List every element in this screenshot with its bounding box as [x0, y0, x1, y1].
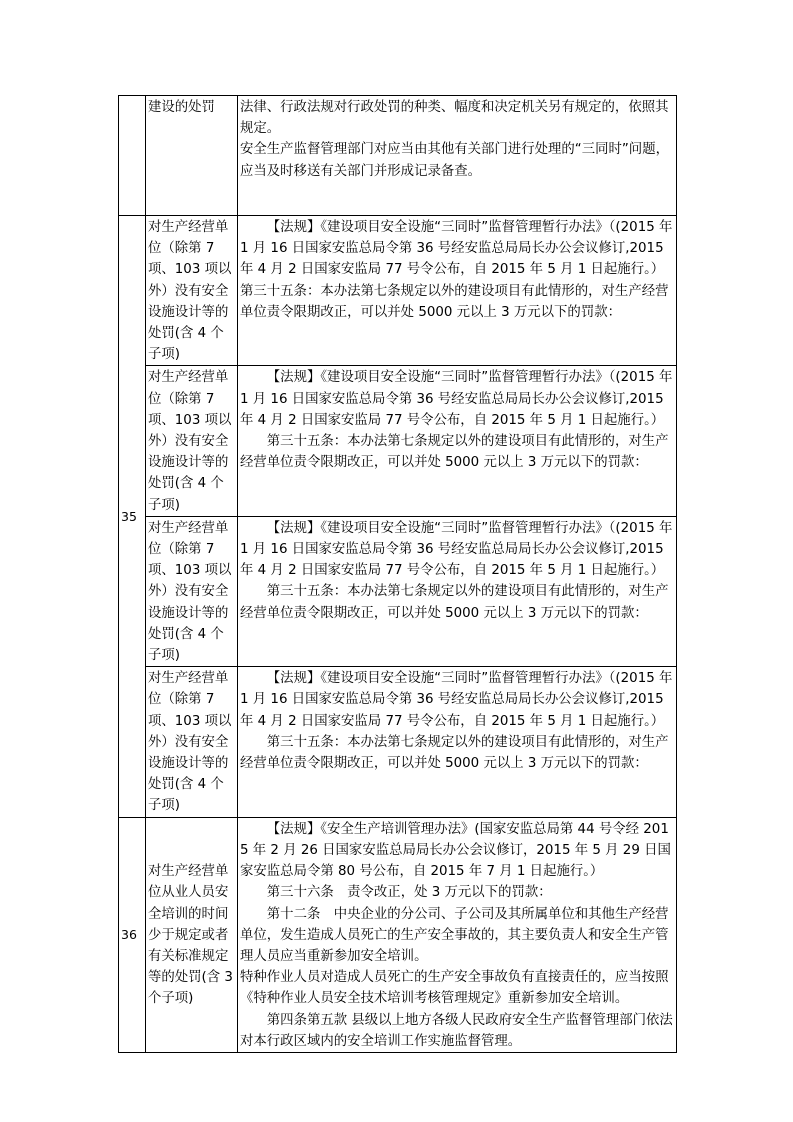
item-basis: [238, 516, 677, 666]
basis-paragraph: 第三十六条 责令改正，处 3 万元以下的罚款：: [266, 885, 552, 901]
basis-paragraph: 【法规】《建设项目安全设施“三同时”监督管理暂行办法》（(2015 年 1 月 16 日国家安监总局令第 36 号经安监总局局长办公会议修订,2015 年 4 月 2 日国家安监局 77 号令公布，自 2015 年 5 月 1 日起施行。）: [240, 671, 673, 729]
basis-paragraph: 特种作业人员对造成人员死亡的生产安全事故负有直接责任的，应当按照《特种作业人员安全技术培训考核管理规定》重新参加安全培训。: [240, 970, 669, 1007]
basis-paragraph: 【法规】《建设项目安全设施“三同时”监督管理暂行办法》（(2015 年 1 月 16 日国家安监总局令第 36 号经安监总局局长办公会议修订,2015 年 4 月 2 日国家安监局 77 号令公布，自 2015 年 5 月 1 日起施行。）: [240, 520, 673, 579]
penalty-table: [118, 95, 677, 1053]
basis-paragraph: 【法规】《安全生产培训管理办法》(国家安监总局第 44 号令经 2015 年 2 月 26 日国家安监总局局长办公会议修订，2015 年 5 月 29 日国家安监总局令第 80 号公布，自 2015 年 7 月 1 日起施行。）: [240, 821, 671, 880]
basis-paragraph: 第四条第五款 县级以上地方各级人民政府安全生产监督管理部门依法对本行政区域内的安全培训工作实施监督管理。: [240, 1012, 673, 1049]
basis-paragraph: 【法规】《建设项目安全设施“三同时”监督管理暂行办法》（(2015 年 1 月 16 日国家安监总局令第 36 号经安监总局局长办公会议修订,2015 年 4 月 2 日国家安监局 77 号令公布，自 2015 年 5 月 1 日起施行。）: [240, 220, 673, 278]
item-basis: [238, 817, 677, 1052]
table-row: [119, 667, 677, 817]
basis-paragraph: 第三十五条：本办法第七条规定以外的建设项目有此情形的，对生产经营单位责令限期改正，可以并处 5000 元以上 3 万元以下的罚款：: [240, 584, 669, 621]
item-basis: [238, 667, 677, 817]
item-name: 建设的处罚: [146, 96, 238, 216]
basis-paragraph: 法律、行政法规对行政处罚的种类、幅度和决定机关另有规定的，依照其规定。: [240, 100, 669, 137]
item-number: 35: [119, 216, 146, 818]
item-name: 对生产经营单位从业人员安全培训的时间少于规定或者有关标准规定等的处罚(含 3 个子项): [146, 817, 238, 1052]
item-name: 对生产经营单位（除第 7 项、103 项以外）没有安全设施设计等的处罚(含 4 个子项): [146, 516, 238, 666]
item-basis: [238, 366, 677, 516]
item-number: 36: [119, 817, 146, 1052]
basis-paragraph: 第三十五条：本办法第七条规定以外的建设项目有此情形的，对生产经营单位责令限期改正，可以并处 5000 元以上 3 万元以下的罚款：: [240, 283, 669, 320]
basis-paragraph: 【法规】《建设项目安全设施“三同时”监督管理暂行办法》（(2015 年 1 月 16 日国家安监总局令第 36 号经安监总局局长办公会议修订,2015 年 4 月 2 日国家安监局 77 号令公布，自 2015 年 5 月 1 日起施行。）: [240, 370, 673, 428]
basis-paragraph: 安全生产监督管理部门对应当由其他有关部门进行处理的“三同时”问题，应当及时移送有关部门并形成记录备查。: [240, 142, 669, 179]
table-row: [119, 216, 677, 366]
basis-paragraph: 第十二条 中央企业的分公司、子公司及其所属单位和其他生产经营单位，发生造成人员死亡的生产安全事故的，其主要负责人和安全生产管理人员应当重新参加安全培训。: [240, 906, 669, 964]
item-basis: [238, 96, 677, 216]
table-row: [119, 96, 677, 216]
table-row: [119, 817, 677, 1052]
item-name: 对生产经营单位（除第 7 项、103 项以外）没有安全设施设计等的处罚(含 4 个子项): [146, 216, 238, 366]
item-name: 对生产经营单位（除第 7 项、103 项以外）没有安全设施设计等的处罚(含 4 个子项): [146, 667, 238, 817]
table-row: [119, 516, 677, 666]
basis-paragraph: 第三十五条：本办法第七条规定以外的建设项目有此情形的，对生产经营单位责令限期改正，可以并处 5000 元以上 3 万元以下的罚款：: [240, 434, 669, 471]
item-name: 对生产经营单位（除第 7 项、103 项以外）没有安全设施设计等的处罚(含 4 个子项): [146, 366, 238, 516]
item-basis: [238, 216, 677, 366]
table-row: [119, 366, 677, 516]
basis-paragraph: 第三十五条：本办法第七条规定以外的建设项目有此情形的，对生产经营单位责令限期改正，可以并处 5000 元以上 3 万元以下的罚款：: [240, 734, 669, 772]
item-number: [119, 96, 146, 216]
